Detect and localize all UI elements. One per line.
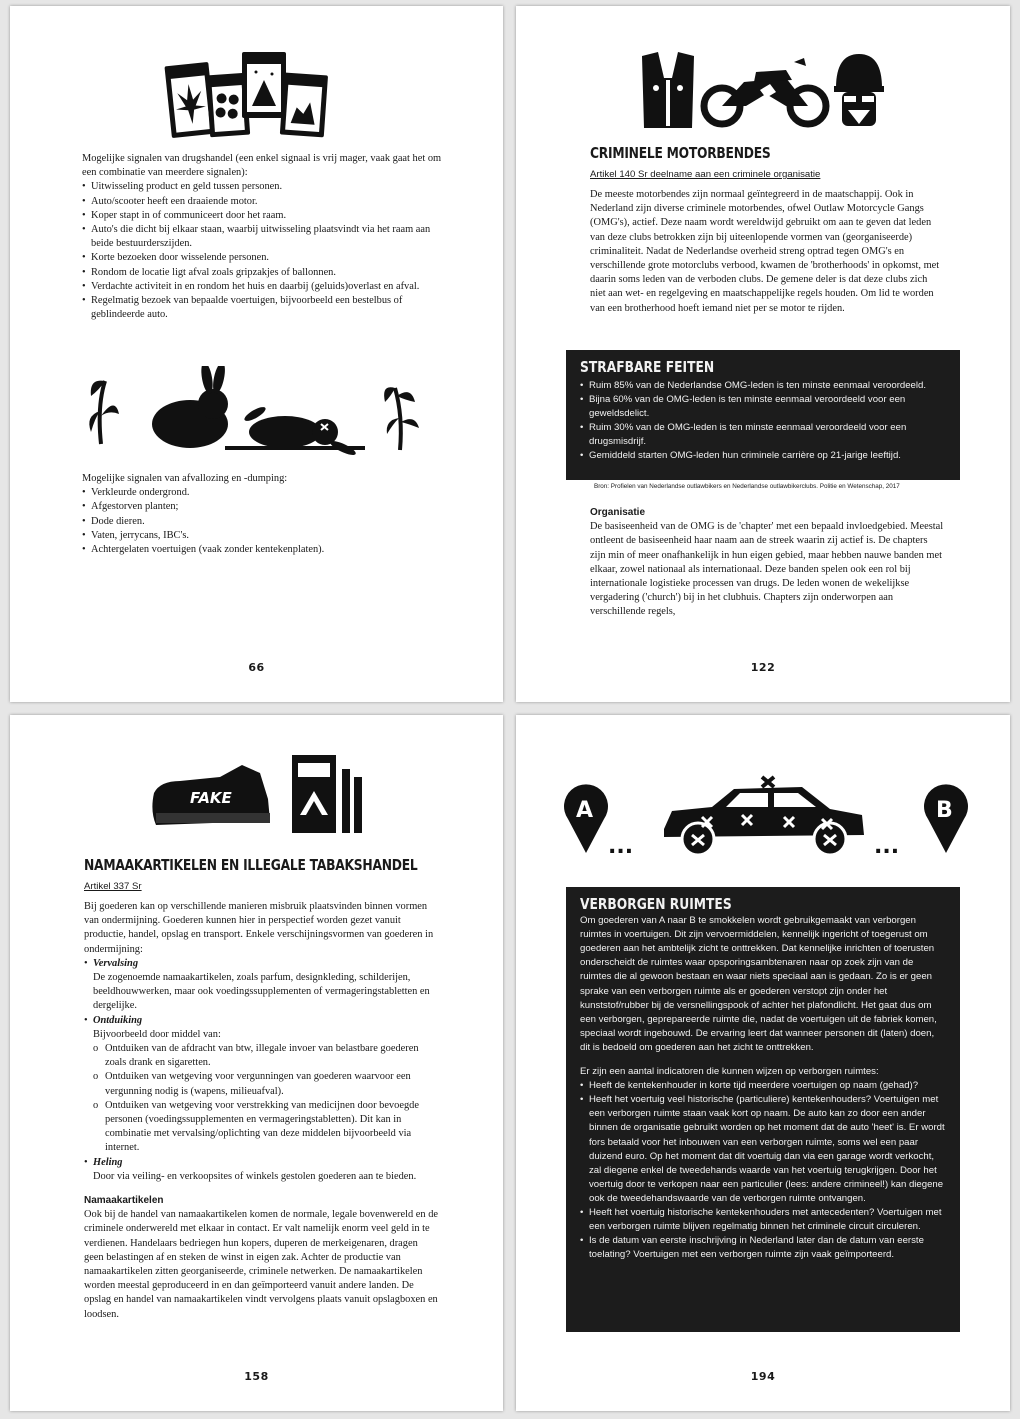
vervalsing-text: De zogenoemde namaakartikelen, zoals parfum, designkleding, schilderijen, beeldhouwwerken, maar ook voedingssupplementen of vermageringstabletten en dergelijke. bbox=[93, 972, 430, 1012]
list-item bbox=[84, 1156, 438, 1184]
list-item: • Heeft de kentekenhouder in korte tijd meerdere voertuigen op naam (gehad)? bbox=[580, 1079, 946, 1093]
ontduiking-label: Ontduiking bbox=[93, 1014, 143, 1026]
page-158 bbox=[10, 715, 503, 1411]
list-item bbox=[84, 957, 438, 1014]
page-66 bbox=[10, 6, 503, 702]
strafbare-feiten-box bbox=[566, 350, 960, 480]
list-item: • Afgestorven planten; bbox=[82, 500, 442, 514]
page-122 bbox=[516, 6, 1010, 702]
waste-signals-list bbox=[82, 486, 442, 557]
dead-plants-and-rabbits-icon bbox=[85, 366, 430, 466]
indicators-list bbox=[580, 1079, 946, 1262]
waste-signals-intro: Mogelijke signalen van afvallozing en -dumping: bbox=[82, 473, 288, 484]
drug-bags-icon bbox=[160, 44, 335, 144]
page-number: 122 bbox=[750, 661, 776, 674]
heling-text: Door via veiling- en verkoopsites of winkels gestolen goederen aan te bieden. bbox=[93, 1170, 417, 1182]
intro-paragraph: Bij goederen kan op verschillende manieren misbruik plaatsvinden binnen vormen van ondermijning. Goederen kunnen hier in perspectief worden gezet vanuit productie, handel, opslag en transport. Enkele verschijningsvormen van goederen in ondermijning: bbox=[84, 901, 434, 955]
list-item: • Uitwisseling product en geld tussen personen. bbox=[82, 180, 442, 194]
list-item: • Ruim 85% van de Nederlandse OMG-leden is ten minste eenmaal veroordeeld. bbox=[580, 379, 946, 393]
indicators-intro: Er zijn een aantal indicatoren die kunnen wijzen op verborgen ruimtes: bbox=[580, 1066, 879, 1078]
list-item: • Heeft het voertuig historische kentekenhouders met antecedenten? Voertuigen met een verborgen ruimte blijven regelmatig binnen het criminele circuit circuleren. bbox=[580, 1206, 946, 1234]
fake-label: FAKE bbox=[190, 789, 232, 807]
page-number: 158 bbox=[244, 1370, 269, 1383]
list-item bbox=[84, 1014, 438, 1156]
list-item: o Ontduiken van de afdracht van btw, illegale invoer van belastbare goederen zoals drank en sigaretten. bbox=[93, 1042, 438, 1070]
article-reference: Artikel 337 Sr bbox=[84, 881, 142, 892]
list-item: • Auto/scooter heeft een draaiende motor. bbox=[82, 195, 442, 209]
list-item: • Vaten, jerrycans, IBC's. bbox=[82, 529, 442, 543]
list-item: • Regelmatig bezoek van bepaalde voertuigen, bijvoorbeeld een bestelbus of geblindeerde auto. bbox=[82, 294, 442, 322]
smuggling-route-car-icon bbox=[562, 773, 970, 863]
list-item: • Achtergelaten voertuigen (vaak zonder kentekenplaten). bbox=[82, 543, 442, 557]
pin-b-label: B bbox=[936, 798, 953, 823]
ontduiking-list bbox=[93, 1042, 438, 1156]
list-item: • Bijna 60% van de OMG-leden is ten minste eenmaal veroordeeld voor een geweldsdelict. bbox=[580, 393, 946, 421]
page-number: 66 bbox=[248, 661, 265, 674]
list-item: • Heeft het voertuig veel historische (particuliere) kentekenhouders? Voertuigen met een verborgen ruimte staan vaak kort op naam. De auto kan zo door een ander binnen de organisatie gebruikt worden op het moment dat de auto 'heet' is. Er wordt fors betaald voor het inbouwen van een verborgen ruimte, soms wel een paar duizend euro. Op het moment dat dit voertuig dan via een garage wordt verkocht, zal diegene enkel de tweedehands waarde van het voertuig terugkrijgen. Door het voertuig door te verkopen naar een particulier (lees: andere crimineel!) kan diegene ook de tweedehandswaarde van de verborgen ruimte ontvangen. bbox=[580, 1093, 946, 1206]
list-item: • Auto's die dicht bij elkaar staan, waarbij uitwisseling plaatsvindt via het raam aan beide bestuurderszijden. bbox=[82, 223, 442, 251]
intro-paragraph: Om goederen van A naar B te smokkelen wordt gebruikgemaakt van verborgen ruimtes in voertuigen. Dit zijn vervoermiddelen, kennelijk ingericht of toegerust om goederen aan het ambtelijk zicht te onttrekken. Dat kennelijke inrichten of toerusten onderscheidt de ruimtes waar opsporingsambtenaren naar op zoek zijn van de ruimtes die al gewoon bestaan en waar niets speciaal aan is gedaan. Zo is er geen sprake van een verborgen ruimte als er goederen verstopt zijn onder het kunststof/rubber bij de versnellingspook of achter het plafondlicht. Het gaat dus om een verborgen, geprepareerde ruimte die, nadat de voertuigen uit de fabriek komen, speciaal wordt ingebouwd. De ervaring leert dat wanneer personen dit (laten) doen, dit is bedoeld om goederen aan het zicht te onttrekken. bbox=[580, 915, 937, 1053]
list-item: o Ontduiken van wetgeving voor verstrekking van medicijnen door bevoegde personen (voedingssupplementen en vermageringstabletten). Dit kan in combinatie met vervalsing/oplichting van deze middelen bijvoorbeeld via internet. bbox=[93, 1099, 438, 1156]
list-item: • Ruim 30% van de OMG-leden is ten minste eenmaal veroordeeld voor een drugsmisdrijf. bbox=[580, 421, 946, 449]
drug-signals-intro: Mogelijke signalen van drugshandel (een enkel signaal is vrij mager, vaak gaat het om een combinatie van meerdere signalen): bbox=[82, 153, 442, 179]
biker-vest-motorcycle-helmet-icon bbox=[636, 48, 884, 130]
intro-paragraph: De meeste motorbendes zijn normaal geïntegreerd in de maatschappij. Ook in Nederland zijn diverse criminele motorbendes, ofwel Outlaw Motorcycle Gangs (OMG's), actief. Deze naam wordt wereldwijd gebruikt om aan te geven dat leden van deze clubs betrokken zijn bij uiteenlopende vormen van (georganiseerde) criminaliteit. Nadat de Nederlandse overheid streng optrad tegen OMG's en verschillende grote motorclubs verbood, kwamen de 'brotherhoods' in opkomst, met daarin soms leden van de verboden clubs. De gemene deler is dat deze clubs zich niet aan wet- en regelgeving en maatschappelijke regels houden. Om lid te worden van een brotherhood hoeft iemand niet per se motor te rijden. bbox=[590, 189, 940, 314]
namaak-paragraph: Ook bij de handel van namaakartikelen komen de normale, legale bovenwereld en de criminele onderwereld met elkaar in contact. Er valt namelijk enorm veel geld in te verdienen. Handelaars bedriegen hun kopers, duperen de merkeigenaren, dragen geen belastingen af en steken de winst in eigen zak. Achter de productie van namaakartikelen zitten georganiseerde, criminele netwerken. De namaakartikelen worden meestal geproduceerd in en dan geïmporteerd vanuit andere landen. De opslag en handel van namaakartikelen vindt vervolgens plaats vanuit opslagboxen en loodsen. bbox=[84, 1209, 439, 1320]
box-title: STRAFBARE FEITEN bbox=[580, 358, 715, 376]
list-item: • Is de datum van eerste inschrijving in Nederland later dan de datum van eerste toelating? Voertuigen met een verborgen ruimte zijn vaak geïmporteerd. bbox=[580, 1234, 946, 1262]
page-number: 194 bbox=[750, 1370, 776, 1383]
article-reference: Artikel 140 Sr deelname aan een criminele organisatie bbox=[590, 169, 821, 180]
ontduiking-text: Bijvoorbeeld door middel van: bbox=[93, 1028, 221, 1040]
vervalsing-label: Vervalsing bbox=[93, 957, 139, 969]
source-note: Bron: Profielen van Nederlandse outlawbikers en Nederlandse outlawbikerclubs. Politie en Wetenschap, 2017 bbox=[594, 483, 900, 490]
drug-signals-list bbox=[82, 180, 442, 322]
section-heading: Organisatie bbox=[590, 507, 646, 518]
route-dots-left: ... bbox=[608, 834, 634, 859]
organisatie-paragraph: De basiseenheid van de OMG is de 'chapter' met een bepaald invloedgebied. Meestal ontleent de basiseenheid haar naam aan de streek waarin zij actief is. De chapters zijn min of meer onafhankelijk in hun eigen gebied, maar hebben nauwe banden met elkaar, zowel nationaal als internationaal. Deze banden spelen ook een rol bij internationale logistieke processen van drugs. De leden wonen de wekelijkse vergadering ('church') bij in het clubhuis. Chapters zijn onderworpen aan verschillende regels, bbox=[590, 521, 944, 618]
box-list bbox=[580, 379, 946, 463]
fake-sneaker-and-cigarettes-icon bbox=[150, 751, 365, 841]
page-194 bbox=[516, 715, 1010, 1411]
list-item: • Dode dieren. bbox=[82, 515, 442, 529]
list-item: • Korte bezoeken door wisselende personen. bbox=[82, 251, 442, 265]
box-title: VERBORGEN RUIMTES bbox=[580, 895, 732, 913]
list-item: • Rondom de locatie ligt afval zoals gripzakjes of ballonnen. bbox=[82, 266, 442, 280]
list-item: • Gemiddeld starten OMG-leden hun criminele carrière op 21-jarige leeftijd. bbox=[580, 449, 946, 463]
section-heading: Namaakartikelen bbox=[84, 1195, 164, 1207]
list-item: • Verkleurde ondergrond. bbox=[82, 486, 442, 500]
route-dots-right: ... bbox=[874, 834, 900, 859]
list-item: • Koper stapt in of communiceert door het raam. bbox=[82, 209, 442, 223]
verborgen-ruimtes-box bbox=[566, 887, 960, 1332]
page-title: NAMAAKARTIKELEN EN ILLEGALE TABAKSHANDEL bbox=[84, 856, 418, 874]
heling-label: Heling bbox=[93, 1156, 123, 1168]
list-item: o Ontduiken van wetgeving voor vergunningen van goederen waarvoor een vergunning nodig is (wapens, milieuafval). bbox=[93, 1070, 438, 1098]
forms-list bbox=[84, 957, 438, 1184]
page-title: CRIMINELE MOTORBENDES bbox=[590, 144, 771, 162]
pin-a-label: A bbox=[576, 798, 594, 823]
list-item: • Verdachte activiteit in en rondom het huis en daarbij (geluids)overlast en afval. bbox=[82, 280, 442, 294]
